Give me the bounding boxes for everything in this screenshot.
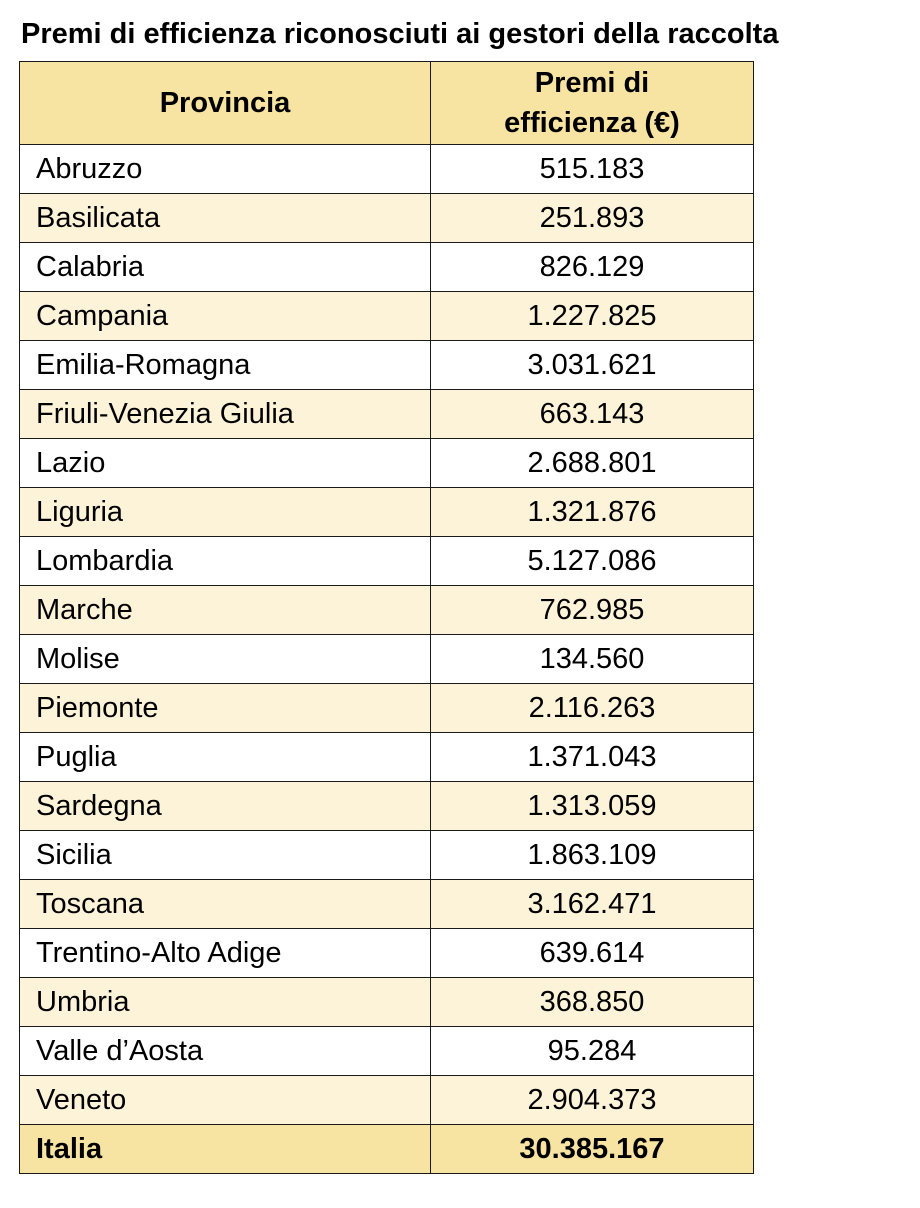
award-value-cell: 1.321.876 [431,488,754,537]
award-value-cell: 251.893 [431,194,754,243]
table-row [20,488,754,537]
award-value-cell: 368.850 [431,978,754,1027]
total-row [20,1125,754,1174]
column-header-value-line2: efficienza (€) [504,107,680,139]
award-value-cell: 5.127.086 [431,537,754,586]
award-value-cell: 3.162.471 [431,880,754,929]
region-name-cell: Umbria [20,978,431,1027]
award-value-cell: 826.129 [431,243,754,292]
region-name-cell: Sicilia [20,831,431,880]
table-row [20,1076,754,1125]
table-row [20,243,754,292]
award-value-cell: 1.313.059 [431,782,754,831]
table-row [20,145,754,194]
region-name-cell: Marche [20,586,431,635]
region-name-cell: Toscana [20,880,431,929]
award-value-cell: 1.863.109 [431,831,754,880]
table-row [20,439,754,488]
efficiency-awards-table [19,61,754,1174]
award-value-cell: 1.371.043 [431,733,754,782]
region-name-cell: Campania [20,292,431,341]
table-row [20,341,754,390]
region-name-cell: Piemonte [20,684,431,733]
table-row [20,537,754,586]
region-name-cell: Emilia-Romagna [20,341,431,390]
award-value-cell: 663.143 [431,390,754,439]
table-row [20,782,754,831]
column-header-value-line1: Premi di [534,67,650,99]
region-name-cell: Valle d’Aosta [20,1027,431,1076]
award-value-cell: 2.116.263 [431,684,754,733]
award-value-cell: 3.031.621 [431,341,754,390]
region-name-cell: Veneto [20,1076,431,1125]
table-row [20,390,754,439]
table-row [20,880,754,929]
table-row [20,194,754,243]
table-row [20,292,754,341]
award-value-cell: 762.985 [431,586,754,635]
award-value-cell: 1.227.825 [431,292,754,341]
award-value-cell: 2.688.801 [431,439,754,488]
region-name-cell: Puglia [20,733,431,782]
region-name-cell: Calabria [20,243,431,292]
award-value-cell: 515.183 [431,145,754,194]
award-value-cell: 134.560 [431,635,754,684]
region-name-cell: Sardegna [20,782,431,831]
total-label: Italia [20,1125,431,1174]
table-row [20,1027,754,1076]
table-row [20,978,754,1027]
table-row [20,929,754,978]
region-name-cell: Lombardia [20,537,431,586]
region-name-cell: Friuli-Venezia Giulia [20,390,431,439]
region-name-cell: Molise [20,635,431,684]
table-header-row [20,62,754,145]
award-value-cell: 639.614 [431,929,754,978]
table-body [20,145,754,1125]
table-row [20,586,754,635]
region-name-cell: Abruzzo [20,145,431,194]
region-name-cell: Lazio [20,439,431,488]
table-row [20,635,754,684]
total-value: 30.385.167 [431,1125,754,1174]
award-value-cell: 2.904.373 [431,1076,754,1125]
page-title: Premi di efficienza riconosciuti ai gestori della raccolta [21,18,779,50]
table-row [20,733,754,782]
table-row [20,831,754,880]
column-header-value [431,62,754,145]
region-name-cell: Liguria [20,488,431,537]
column-header-region: Provincia [20,62,431,145]
region-name-cell: Basilicata [20,194,431,243]
table-row [20,684,754,733]
region-name-cell: Trentino-Alto Adige [20,929,431,978]
award-value-cell: 95.284 [431,1027,754,1076]
